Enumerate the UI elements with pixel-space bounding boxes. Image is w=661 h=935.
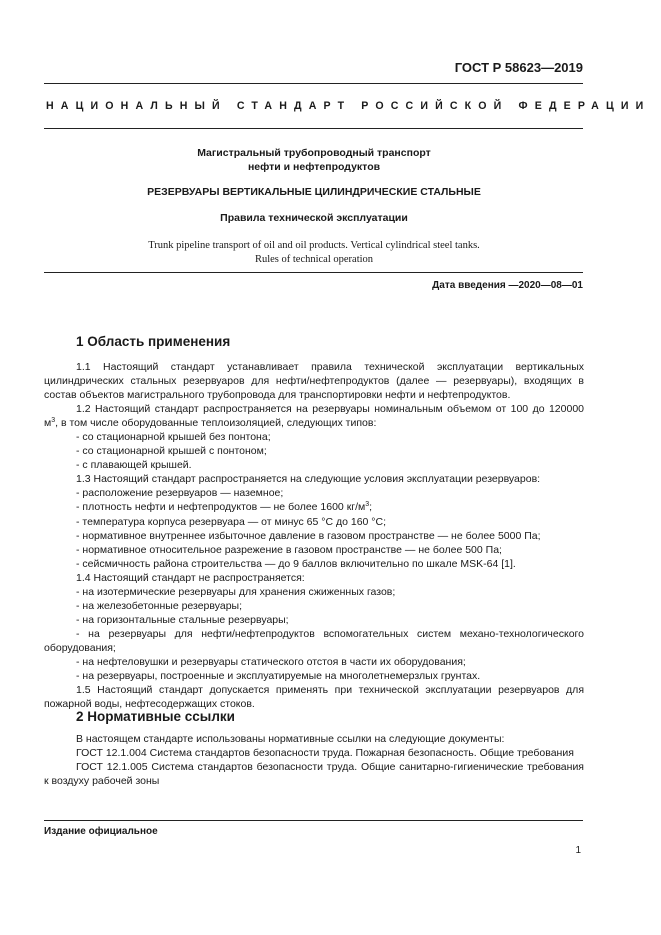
list-item: - на железобетонные резервуары; [76, 599, 243, 612]
title-english-line-1: Trunk pipeline transport of oil and oil products. Vertical cylindrical steel tanks. [148, 240, 480, 251]
list-item: - с плавающей крышей. [76, 459, 192, 472]
list-item: - на резервуары для нефти/нефтепродуктов вспомогательных систем механо-технологического оборудования; [44, 627, 584, 654]
list-item: - на резервуары, построенные и эксплуатируемые на многолетнемерзлых грунтах. [76, 670, 481, 683]
paragraph-1-3: 1.3 Настоящий стандарт распространяется на следующие условия эксплуатации резервуаров: [76, 473, 541, 486]
title-main: РЕЗЕРВУАРЫ ВЕРТИКАЛЬНЫЕ ЦИЛИНДРИЧЕСКИЕ СТАЛЬНЫЕ [147, 186, 481, 198]
title-block [44, 147, 584, 174]
title-rule [44, 272, 583, 273]
page-number: 1 [575, 845, 581, 856]
section-1-body [44, 360, 584, 711]
document-number: ГОСТ Р 58623—2019 [454, 60, 583, 75]
list-item: - расположение резервуаров — наземное; [76, 487, 284, 500]
title-english [44, 239, 584, 267]
paragraph-1-4: 1.4 Настоящий стандарт не распространяется: [76, 571, 305, 584]
list-item [44, 500, 584, 514]
paragraph-1-1: 1.1 Настоящий стандарт устанавливает правила технической эксплуатации вертикальных цилиндрических стальных резервуаров для нефти/нефтепродуктов (далее — резервуары), входящих в состав объектов магистрального трубопровода для транспортировки нефти и нефтепродуктов. [44, 361, 584, 402]
paragraph-1-2-text: 1.2 Настоящий стандарт распространяется на резервуары номинальным объемом от 100 до 120000 м [44, 403, 584, 430]
paragraph-1-2 [44, 402, 584, 430]
header-rule-top [44, 83, 583, 84]
section-2-body [44, 732, 584, 788]
paragraph-1-5: 1.5 Настоящий стандарт допускается применять при технической эксплуатации резервуаров для пожарной воды, нефтесодержащих стоков. [44, 684, 584, 711]
list-item: - со стационарной крышей без понтона; [76, 431, 271, 444]
official-edition-label: Издание официальное [44, 826, 158, 837]
title-line-2: нефти и нефтепродуктов [247, 160, 381, 173]
density-text: - плотность нефти и нефтепродуктов — не более 1600 кг/м [76, 501, 366, 514]
introduction-date: Дата введения —2020—08—01 [432, 280, 583, 291]
footer-rule [44, 820, 583, 821]
national-standard-banner: НАЦИОНАЛЬНЫЙ СТАНДАРТ РОССИЙСКОЙ ФЕДЕРАЦИИ [46, 100, 651, 112]
list-item: - со стационарной крышей с понтоном; [76, 445, 267, 458]
paragraph-1-2-text-end: , в том числе оборудованные теплоизоляцией, следующих типов: [55, 417, 377, 430]
list-item: - температура корпуса резервуара — от минус 65 °С до 160 °С; [76, 515, 386, 528]
title-subtitle: Правила технической эксплуатации [220, 212, 408, 224]
superscript-3: 3 [51, 417, 56, 425]
list-item: - сейсмичность района строительства — до 9 баллов включительно по шкале MSK-64 [1]. [76, 557, 516, 570]
section-1-heading: 1 Область применения [76, 334, 231, 349]
title-line-1: Магистральный трубопроводный транспорт [197, 147, 431, 159]
list-item: - на горизонтальные стальные резервуары; [76, 613, 289, 626]
header-rule-bottom [44, 128, 583, 129]
list-item: - нормативное относительное разрежение в газовом пространстве — не более 500 Па; [76, 543, 502, 556]
title-english-line-2: Rules of technical operation [254, 254, 374, 265]
list-item: - нормативное внутреннее избыточное давление в газовом пространстве — не более 5000 Па; [76, 529, 541, 542]
reference-item: ГОСТ 12.1.004 Система стандартов безопасности труда. Пожарная безопасность. Общие требования [76, 747, 574, 760]
section-2-heading: 2 Нормативные ссылки [76, 709, 235, 724]
reference-item: ГОСТ 12.1.005 Система стандартов безопасности труда. Общие санитарно-гигиенические требования к воздуху рабочей зоны [44, 761, 584, 788]
list-item: - на изотермические резервуары для хранения сжиженных газов; [76, 585, 396, 598]
superscript-3: 3 [365, 501, 370, 509]
list-item: - на нефтеловушки и резервуары статического отстоя в части их оборудования; [76, 655, 466, 668]
density-text-end: ; [369, 501, 373, 514]
paragraph-2-intro: В настоящем стандарте использованы нормативные ссылки на следующие документы: [76, 733, 505, 745]
